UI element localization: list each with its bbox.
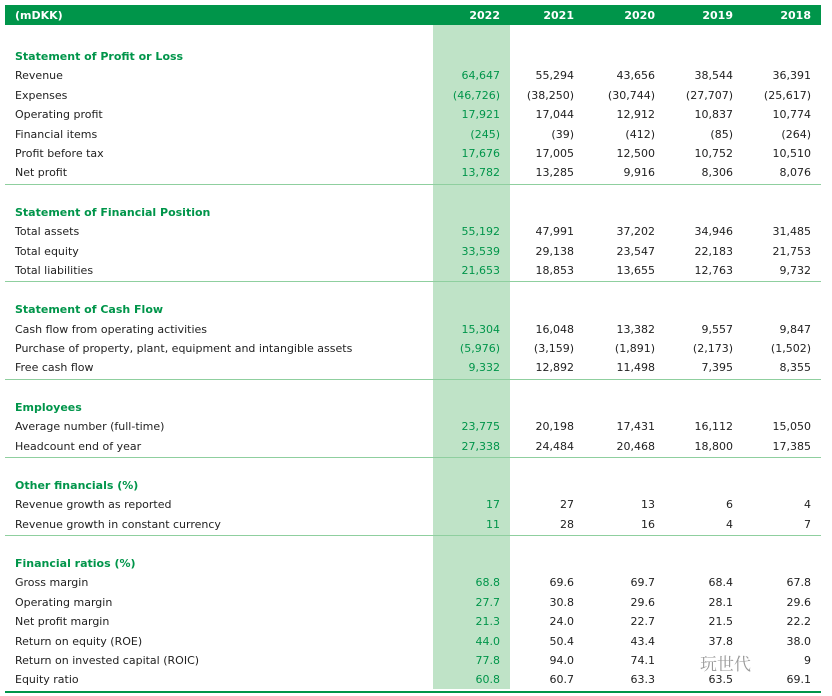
cell-value: 13,655: [616, 263, 655, 277]
cell-value: 4: [804, 498, 811, 512]
cell-value: 43,656: [616, 69, 655, 83]
section-divider: [5, 184, 821, 185]
cell-value: 67.8: [786, 576, 811, 590]
cell-value: 11: [486, 517, 500, 531]
cell-value: 21.3: [475, 615, 500, 629]
cell-value: 63.5: [708, 673, 733, 687]
year-header: 2020: [624, 9, 655, 22]
cell-value: 15,304: [461, 322, 500, 336]
cell-value: 23,775: [461, 420, 500, 434]
cell-value: 50.4: [549, 634, 574, 648]
cell-value: (1,502): [770, 342, 811, 355]
section-title: Statement of Profit or Loss: [15, 50, 184, 63]
row-label: Return on equity (ROE): [15, 634, 143, 648]
cell-value: 94.0: [549, 653, 574, 667]
cell-value: 38.0: [786, 634, 811, 648]
row-label: Free cash flow: [15, 361, 94, 375]
cell-value: 69.1: [786, 673, 811, 687]
cell-value: (30,744): [607, 88, 655, 102]
cell-value: 17: [486, 498, 500, 512]
cell-value: 17,385: [772, 439, 811, 453]
year-header: 2018: [780, 9, 811, 22]
cell-value: 27: [560, 498, 574, 512]
cell-value: 37,202: [616, 225, 655, 239]
cell-value: 18,800: [694, 439, 733, 453]
cell-value: 10,837: [694, 108, 733, 122]
cell-value: (46,726): [452, 88, 500, 102]
cell-value: 12,763: [694, 263, 733, 277]
cell-value: 9,732: [779, 263, 811, 277]
cell-value: 10,752: [694, 147, 733, 160]
cell-value: 6: [726, 498, 733, 512]
cell-value: 12,912: [616, 108, 655, 122]
cell-value: 24,484: [535, 439, 574, 453]
cell-value: 36,391: [772, 69, 811, 83]
cell-value: 29.6: [786, 595, 811, 609]
cell-value: 9,847: [779, 322, 811, 336]
unit-label: (mDKK): [15, 9, 63, 22]
section-divider: [5, 457, 821, 458]
cell-value: 47,991: [535, 225, 574, 239]
cell-value: 8,076: [779, 166, 811, 180]
row-label: Operating margin: [15, 595, 113, 609]
section-title: Other financials (%): [15, 478, 139, 492]
cell-value: 22,183: [694, 244, 733, 258]
cell-value: 77.8: [475, 653, 500, 667]
cell-value: (2,173): [692, 342, 733, 355]
cell-value: 11,498: [616, 361, 655, 375]
cell-value: 13,782: [461, 166, 500, 180]
cell-value: (264): [781, 127, 811, 141]
cell-value: (1,891): [614, 342, 655, 355]
cell-value: (85): [710, 127, 733, 141]
row-label: Gross margin: [15, 576, 89, 590]
section-title: Statement of Cash Flow: [15, 303, 164, 317]
cell-value: 74.1: [630, 653, 655, 667]
row-label: Equity ratio: [15, 673, 79, 687]
year-header: 2021: [543, 9, 574, 22]
row-label: Average number (full-time): [15, 420, 165, 434]
cell-value: 55,192: [461, 225, 500, 239]
watermark: 玩世代: [700, 655, 751, 675]
cell-value: 17,921: [461, 108, 500, 122]
cell-value: 69.6: [549, 576, 574, 590]
cell-value: 9: [804, 653, 811, 667]
cell-value: 16,112: [694, 420, 733, 434]
row-label: Operating profit: [15, 108, 103, 122]
cell-value: (25,617): [763, 88, 811, 102]
row-label: Revenue: [15, 69, 63, 83]
cell-value: 27.7: [475, 595, 500, 609]
cell-value: 60.8: [475, 673, 500, 687]
cell-value: 30.8: [549, 595, 574, 609]
cell-value: (3,159): [533, 342, 574, 355]
cell-value: 21.5: [708, 615, 733, 629]
row-label: Revenue growth in constant currency: [15, 517, 221, 531]
cell-value: 16,048: [535, 322, 574, 336]
year-header: 2019: [702, 9, 733, 22]
cell-value: 20,198: [535, 420, 574, 434]
cell-value: (5,976): [459, 342, 500, 355]
cell-value: 68.4: [708, 576, 733, 590]
cell-value: 69.7: [630, 576, 655, 590]
section-title: Financial ratios (%): [15, 556, 136, 570]
cell-value: 10,510: [772, 147, 811, 160]
cell-value: 29,138: [535, 244, 574, 258]
row-label: Net profit: [15, 166, 68, 180]
row-label: Total assets: [15, 225, 80, 239]
cell-value: 31,485: [772, 225, 811, 239]
cell-value: 7,395: [701, 361, 733, 375]
cell-value: 43.4: [630, 634, 655, 648]
cell-value: 4: [726, 517, 733, 531]
row-label: Total liabilities: [15, 263, 94, 277]
section-divider: [5, 281, 821, 282]
cell-value: 22.7: [630, 615, 655, 629]
cell-value: 68.8: [475, 576, 500, 590]
section-title: Employees: [15, 400, 82, 414]
section-divider: [5, 535, 821, 536]
cell-value: 13,285: [535, 166, 574, 180]
cell-value: 17,044: [535, 108, 574, 122]
cell-value: 22.2: [786, 615, 811, 629]
section-divider: [5, 379, 821, 380]
section-title: Statement of Financial Position: [15, 205, 211, 219]
row-label: Expenses: [15, 88, 68, 102]
cell-value: 7: [804, 517, 811, 531]
cell-value: 55,294: [535, 69, 574, 83]
cell-value: 8,306: [701, 166, 733, 180]
row-label: Cash flow from operating activities: [15, 322, 208, 336]
row-label: Financial items: [15, 127, 98, 141]
cell-value: (38,250): [526, 88, 574, 102]
row-label: Headcount end of year: [15, 439, 142, 453]
cell-value: (245): [470, 127, 500, 141]
row-label: Net profit margin: [15, 615, 110, 629]
cell-value: (39): [551, 127, 574, 141]
cell-value: 17,005: [535, 147, 574, 160]
cell-value: 64,647: [461, 69, 500, 83]
cell-value: 37.8: [708, 634, 733, 648]
row-label: Profit before tax: [15, 147, 104, 160]
cell-value: 60.7: [549, 673, 574, 687]
cell-value: 38,544: [694, 69, 733, 83]
cell-value: 8,355: [779, 361, 811, 375]
cell-value: 13: [641, 498, 655, 512]
cell-value: 21,653: [461, 263, 500, 277]
cell-value: 29.6: [630, 595, 655, 609]
cell-value: 10,774: [772, 108, 811, 122]
cell-value: 15,050: [772, 420, 811, 434]
cell-value: 63.3: [630, 673, 655, 687]
cell-value: (412): [625, 127, 655, 141]
cell-value: (27,707): [685, 88, 733, 102]
year-header: 2022: [469, 9, 500, 22]
cell-value: 12,500: [616, 147, 655, 160]
cell-value: 21,753: [772, 244, 811, 258]
cell-value: 28.1: [708, 595, 733, 609]
row-label: Purchase of property, plant, equipment and intangible assets: [15, 342, 353, 355]
cell-value: 17,431: [616, 420, 655, 434]
cell-value: 20,468: [616, 439, 655, 453]
section-divider: [5, 691, 821, 693]
cell-value: 27,338: [461, 439, 500, 453]
cell-value: 9,916: [623, 166, 655, 180]
cell-value: 13,382: [616, 322, 655, 336]
cell-value: 23,547: [616, 244, 655, 258]
cell-value: 9,332: [468, 361, 500, 375]
cell-value: 24.0: [549, 615, 574, 629]
cell-value: 44.0: [475, 634, 500, 648]
table-header: [5, 5, 821, 25]
cell-value: 12,892: [535, 361, 574, 375]
cell-value: 33,539: [461, 244, 500, 258]
cell-value: 28: [560, 517, 574, 531]
row-label: Return on invested capital (ROIC): [15, 653, 200, 667]
row-label: Total equity: [15, 244, 79, 258]
row-label: Revenue growth as reported: [15, 498, 172, 512]
cell-value: 34,946: [694, 225, 733, 239]
cell-value: 17,676: [461, 147, 500, 160]
cell-value: 16: [641, 517, 655, 531]
cell-value: 9,557: [701, 322, 733, 336]
cell-value: 18,853: [535, 263, 574, 277]
